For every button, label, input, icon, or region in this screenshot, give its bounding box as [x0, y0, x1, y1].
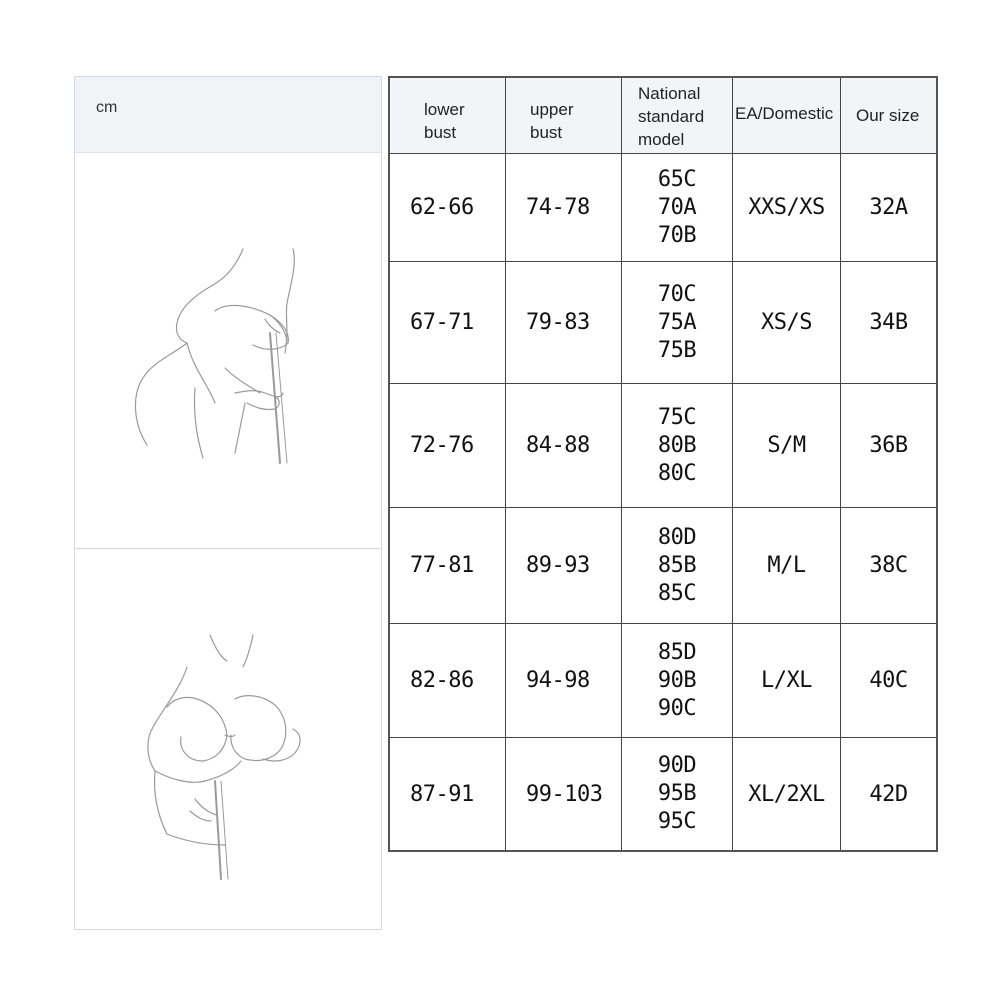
national-model-cell — [622, 738, 733, 850]
our-size-cell: 42D — [869, 781, 908, 807]
national-model-value: 90B — [657, 667, 697, 693]
ea-domestic-cell: XL/2XL — [733, 738, 841, 850]
table-row — [390, 384, 936, 508]
upper-bust-cell: 79-83 — [506, 262, 622, 383]
ea-domestic-cell: XS/S — [733, 262, 841, 383]
national-model-cell — [622, 508, 733, 623]
national-model-value: 80C — [657, 460, 697, 486]
table-row — [390, 624, 936, 738]
upper-bust-cell: 99-103 — [506, 738, 622, 850]
unit-header — [75, 77, 381, 153]
ea-domestic-cell: M/L — [733, 508, 841, 623]
column-header-our-size: Our size — [856, 106, 920, 125]
measurement-guide-panel — [74, 76, 382, 930]
national-model-value: 80D — [657, 524, 697, 550]
our-size-cell: 38C — [869, 553, 908, 578]
column-header-ea-domestic: EA/Domestic — [733, 78, 841, 154]
ea-domestic-cell: S/M — [733, 384, 841, 507]
national-model-value: 95B — [657, 781, 697, 806]
our-size-cell: 34B — [869, 310, 908, 335]
our-size-cell: 36B — [869, 433, 908, 458]
upper-bust-cell: 94-98 — [506, 624, 622, 737]
column-header-national-standard-model: National standard model — [622, 78, 733, 154]
upper-bust-cell: 84-88 — [506, 384, 622, 507]
national-model-value: 95C — [657, 809, 697, 834]
national-model-cell — [622, 262, 733, 383]
national-model-cell — [622, 154, 733, 261]
front-view-measure-icon — [75, 549, 381, 929]
national-model-value: 85B — [657, 552, 697, 578]
table-row — [390, 262, 936, 384]
table-row — [390, 738, 936, 850]
national-model-value: 90C — [657, 695, 697, 721]
national-model-value: 85C — [657, 580, 697, 606]
lower-bust-cell: 77-81 — [390, 508, 506, 623]
national-model-value: 65C — [657, 166, 697, 192]
upper-bust-cell: 74-78 — [506, 154, 622, 261]
lower-bust-cell: 87-91 — [390, 738, 506, 850]
national-model-value: 70C — [657, 281, 697, 307]
national-model-value: 80B — [657, 432, 697, 458]
unit-label: cm — [96, 99, 118, 116]
national-model-value: 75B — [657, 337, 697, 363]
lower-bust-cell: 67-71 — [390, 262, 506, 383]
lower-bust-cell: 72-76 — [390, 384, 506, 507]
ea-domestic-cell: L/XL — [733, 624, 841, 737]
national-model-value: 75C — [657, 404, 697, 430]
column-header-upper-bust: upper bust — [506, 78, 622, 154]
national-model-value: 90D — [657, 753, 697, 778]
national-model-value: 70B — [657, 222, 697, 248]
size-chart-table — [388, 76, 938, 852]
upper-bust-measurement-illustration — [75, 153, 381, 549]
national-model-value: 70A — [657, 194, 697, 220]
table-row — [390, 508, 936, 624]
national-model-cell — [622, 624, 733, 737]
column-header-lower-bust: lower bust — [390, 78, 506, 154]
table-header-row — [390, 78, 936, 154]
ea-domestic-cell: XXS/XS — [733, 154, 841, 261]
national-model-value: 75A — [657, 309, 697, 335]
our-size-cell: 32A — [869, 195, 908, 220]
lower-bust-measurement-illustration — [75, 549, 381, 929]
side-profile-measure-icon — [75, 153, 381, 549]
our-size-cell: 40C — [869, 668, 908, 693]
lower-bust-cell: 82-86 — [390, 624, 506, 737]
table-row — [390, 154, 936, 262]
national-model-value: 85D — [657, 639, 697, 665]
upper-bust-cell: 89-93 — [506, 508, 622, 623]
lower-bust-cell: 62-66 — [390, 154, 506, 261]
national-model-cell — [622, 384, 733, 507]
